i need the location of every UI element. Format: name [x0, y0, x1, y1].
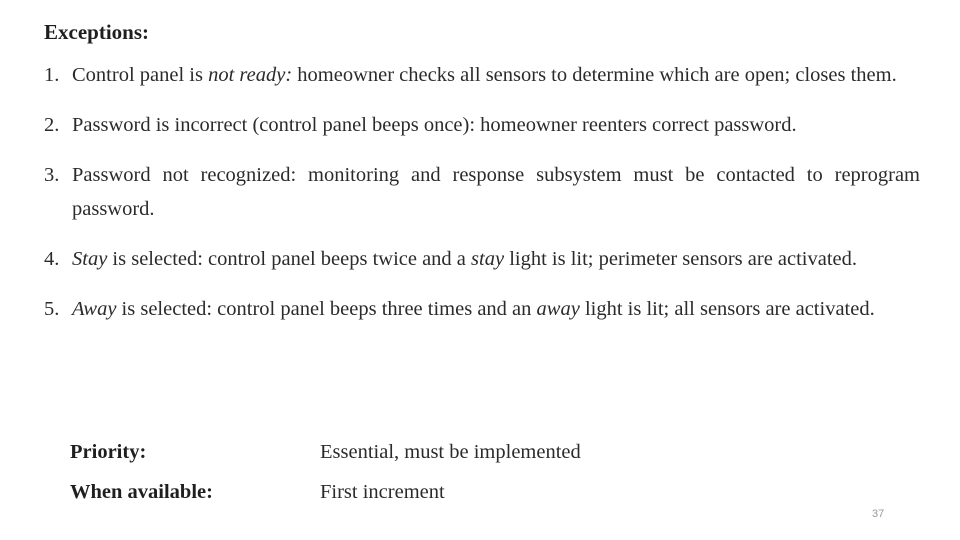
item-emphasis: Stay	[72, 248, 108, 270]
item-emphasis: not ready:	[208, 64, 293, 86]
item-number: 1.	[44, 64, 60, 86]
item-emphasis: away	[536, 298, 580, 320]
item-text: light is lit; perimeter sensors are activated.	[504, 248, 858, 270]
list-item	[44, 242, 920, 276]
item-text: Password is incorrect (control panel beeps once): homeowner reenters correct password.	[72, 114, 797, 136]
exceptions-heading: Exceptions:	[44, 20, 149, 44]
item-number: 5.	[44, 298, 60, 320]
list-item	[44, 292, 920, 326]
item-text: light is lit; all sensors are activated.	[579, 298, 875, 320]
item-number: 3.	[44, 164, 60, 186]
when-available-label: When available:	[70, 481, 213, 503]
priority-label: Priority:	[70, 441, 147, 463]
item-text: Password not recognized: monitoring and response subsystem must be contacted to reprogram password.	[72, 164, 920, 220]
when-available-value: First increment	[320, 481, 445, 503]
item-number: 2.	[44, 114, 60, 136]
list-item	[44, 108, 920, 142]
item-emphasis: stay	[471, 248, 505, 270]
priority-value: Essential, must be implemented	[320, 441, 581, 463]
item-number: 4.	[44, 248, 60, 270]
item-emphasis: Away	[72, 298, 117, 320]
priority-row	[70, 438, 581, 466]
list-item	[44, 158, 920, 226]
item-text: homeowner checks all sensors to determine which are open; closes them.	[292, 64, 897, 86]
item-text: is selected: control panel beeps twice and a	[107, 248, 472, 270]
item-text: Control panel is	[72, 64, 209, 86]
page-number: 37	[872, 508, 885, 520]
list-item	[44, 58, 920, 92]
when-available-row	[70, 478, 445, 506]
item-text: is selected: control panel beeps three times and an	[116, 298, 537, 320]
exceptions-list	[44, 58, 920, 342]
